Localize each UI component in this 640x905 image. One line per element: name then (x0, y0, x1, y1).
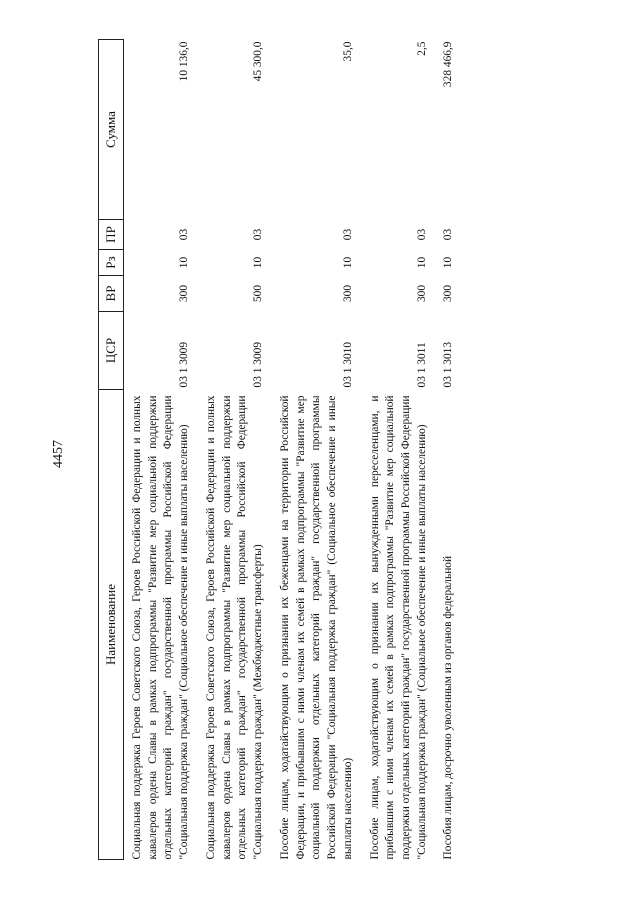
row-sum: 2,5 (415, 41, 428, 56)
row-name: Пособия лицам, досрочно уволенным из органов федеральной (442, 555, 455, 860)
row-sum: 45 300,0 (252, 41, 265, 82)
row-vr: 300 (415, 284, 428, 303)
row-pr: 03 (415, 228, 428, 241)
header-name: Наименование (99, 390, 124, 860)
header-pr: ПР (99, 220, 124, 250)
row-sum: 328 466,9 (442, 41, 455, 88)
header-csr: ЦСР (99, 312, 124, 390)
table-header-row (99, 40, 124, 860)
table-row (362, 40, 436, 860)
page-number: 4457 (51, 440, 66, 468)
row-name: Социальная поддержка Героев Советского Союза, Героев Российской Федерации и полных кавалеров ордена Славы в рамках подпрограммы "Развитие мер социальной поддержки отдельных категорий граждан" государственной программы Российской Федерации "Социальная поддержка граждан" (Социальное обеспечение и иные выплаты населению) (131, 395, 191, 860)
budget-table (98, 39, 457, 860)
row-csr: 03 1 3011 (415, 342, 428, 388)
row-sum: 10 136,0 (178, 41, 191, 82)
row-pr: 03 (442, 228, 455, 241)
row-csr: 03 1 3009 (252, 341, 265, 388)
row-rz: 10 (178, 256, 191, 269)
row-name: Пособие лицам, ходатайствующим о признании их беженцами на территории Российской Федерации, и прибывшим с ними членам их семей в рамках подпрограммы "Развитие мер социальной поддержки отдельных категорий граждан" государственной программы Российской Федерации "Социальная поддержка граждан" (Социальное обеспечение и иные выплаты населению) (278, 395, 354, 860)
row-rz: 10 (252, 256, 265, 269)
row-pr: 03 (252, 228, 265, 241)
row-pr: 03 (178, 228, 191, 241)
row-vr: 500 (252, 284, 265, 303)
row-sum: 35,0 (341, 41, 354, 62)
header-sum: Сумма (99, 40, 124, 220)
header-vr: ВР (99, 276, 124, 312)
table-row (435, 40, 457, 860)
table-row (272, 40, 362, 860)
row-rz: 10 (442, 256, 455, 269)
row-vr: 300 (341, 284, 354, 303)
header-rz: Рз (99, 250, 124, 276)
table-row (124, 40, 198, 860)
row-csr: 03 1 3013 (442, 341, 455, 388)
rotated-page-content (98, 40, 598, 860)
row-vr: 300 (178, 284, 191, 303)
row-name: Социальная поддержка Героев Советского Союза, Героев Российской Федерации и полных кавалеров ордена Славы в рамках подпрограммы "Развитие мер социальной поддержки отдельных категорий граждан" государственной программы Российской Федерации "Социальная поддержка граждан" (Межбюджетные трансферты) (204, 395, 265, 860)
row-vr: 300 (442, 284, 455, 303)
row-pr: 03 (341, 228, 354, 241)
row-csr: 03 1 3009 (178, 341, 191, 388)
row-rz: 10 (415, 256, 428, 269)
row-csr: 03 1 3010 (341, 341, 354, 388)
row-rz: 10 (341, 256, 354, 269)
row-name: Пособие лицам, ходатайствующим о признании их вынужденными переселенцами, и прибывшим с ними членам их семей в рамках подпрограммы "Развитие мер социальной поддержки отдельных категорий граждан" государственной программы Российской Федерации "Социальная поддержка граждан" (Социальное обеспечение и иные выплаты населению) (368, 395, 428, 860)
table-row (198, 40, 272, 860)
